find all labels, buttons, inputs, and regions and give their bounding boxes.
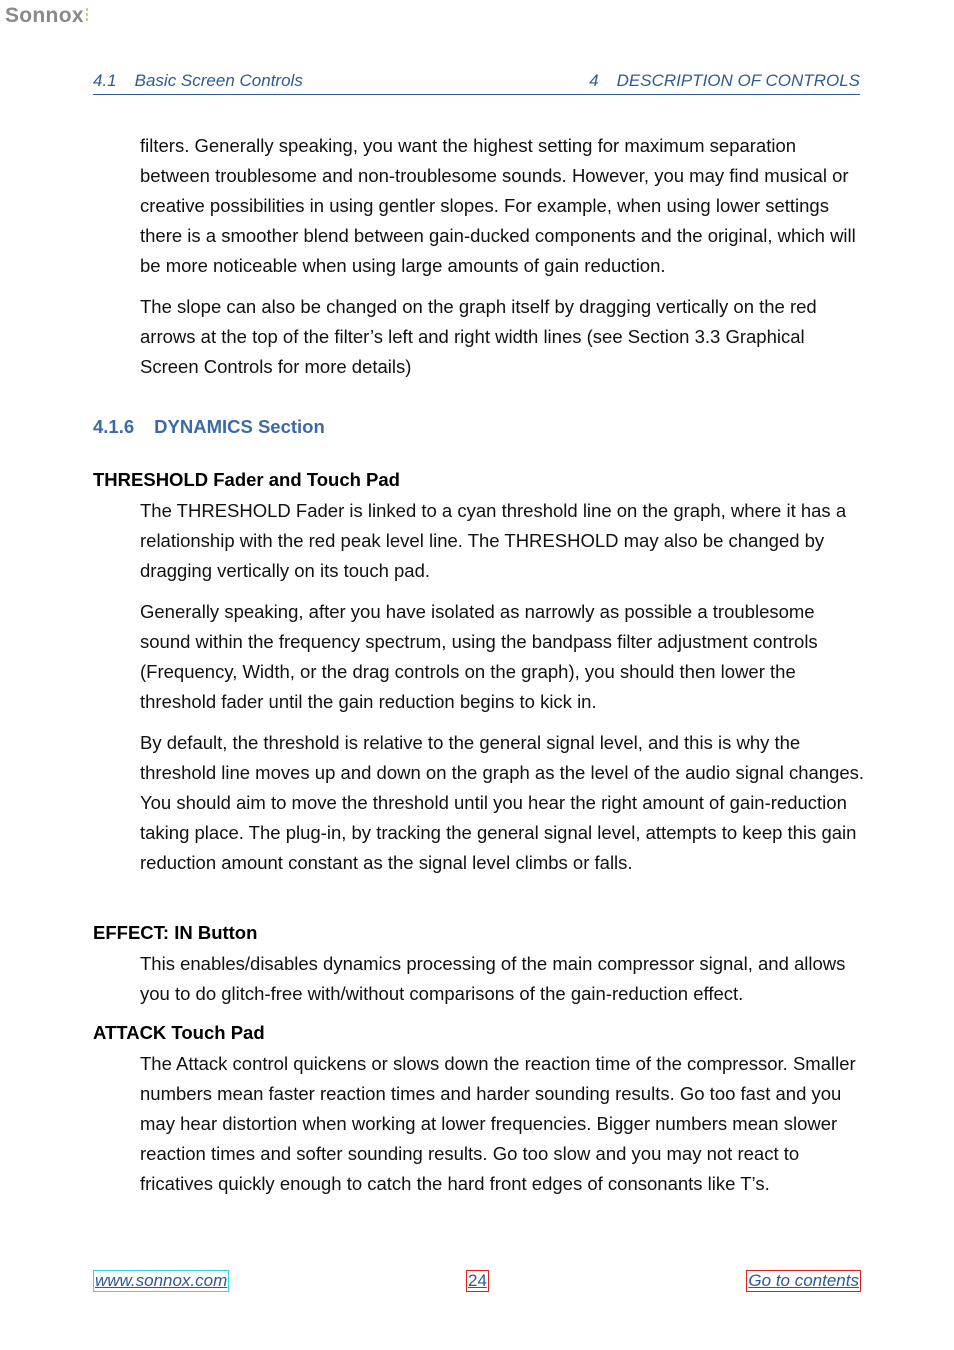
- logo-text: Sonnox: [5, 4, 84, 27]
- section-number: 4.1.6: [93, 416, 135, 437]
- section-heading: [93, 416, 325, 438]
- header-chapter-number: 4: [589, 71, 599, 90]
- logo-dots-icon: [86, 8, 88, 23]
- sonnox-logo: [5, 4, 88, 28]
- effect-paragraph: This enables/disables dynamics processing of the main compressor signal, and allows you to do glitch-free with/without comparisons of the gain-reduction effect.: [140, 953, 846, 1005]
- effect-heading: EFFECT: IN Button: [93, 922, 258, 943]
- header-section-ref: [93, 71, 303, 91]
- attack-paragraph: The Attack control quickens or slows down the reaction time of the compressor. Smaller numbers mean faster reaction times and harder sounding results. Go too fast and you may hear distortion when working at lower frequencies. Bigger numbers mean slower reaction times and softer sounding results. Go too slow and you may not react to fricatives quickly enough to catch the hard front edges of consonants like T’s.: [140, 1053, 856, 1195]
- attack-heading: ATTACK Touch Pad: [93, 1022, 265, 1043]
- section-title: DYNAMICS Section: [154, 416, 325, 437]
- header-chapter-title: DESCRIPTION OF CONTROLS: [616, 71, 860, 90]
- website-link[interactable]: www.sonnox.com: [95, 1271, 228, 1290]
- running-header: [93, 70, 860, 95]
- header-section-title: Basic Screen Controls: [134, 71, 303, 90]
- threshold-paragraph-2: Generally speaking, after you have isolated as narrowly as possible a troublesome sound within the frequency spectrum, using the bandpass filter adjustment controls (Frequency, Width, or the drag controls on the graph), you should then lower the threshold fader until the gain reduction begins to kick in.: [140, 601, 818, 713]
- header-chapter-ref: [589, 71, 860, 91]
- threshold-paragraph-3: By default, the threshold is relative to the general signal level, and this is why the threshold line moves up and down on the graph as the level of the audio signal changes. You should aim to move the threshold until you hear the right amount of gain-reduction taking place. The plug-in, by tracking the general signal level, attempts to keep this gain reduction amount constant as the signal level climbs or falls.: [140, 732, 865, 874]
- page-number-link[interactable]: 24: [468, 1271, 487, 1290]
- slope-paragraph-1: filters. Generally speaking, you want the highest setting for maximum separation between troublesome and non-troublesome sounds. However, you may find musical or creative possibilities in using gentler slopes. For example, when using lower settings there is a smoother blend between gain-ducked components and the original, which will be more noticeable when using large amounts of gain reduction.: [140, 135, 856, 277]
- slope-paragraph-2: The slope can also be changed on the graph itself by dragging vertically on the red arrows at the top of the filter’s left and right width lines (see Section 3.3 Graphical Screen Controls for more details): [140, 296, 817, 378]
- go-to-contents-link[interactable]: Go to contents: [748, 1271, 859, 1290]
- threshold-paragraph-1: The THRESHOLD Fader is linked to a cyan threshold line on the graph, where it has a relationship with the red peak level line. The THRESHOLD may also be changed by dragging vertically on its touch pad.: [140, 500, 847, 582]
- threshold-heading: THRESHOLD Fader and Touch Pad: [93, 469, 400, 490]
- header-section-number: 4.1: [93, 71, 117, 90]
